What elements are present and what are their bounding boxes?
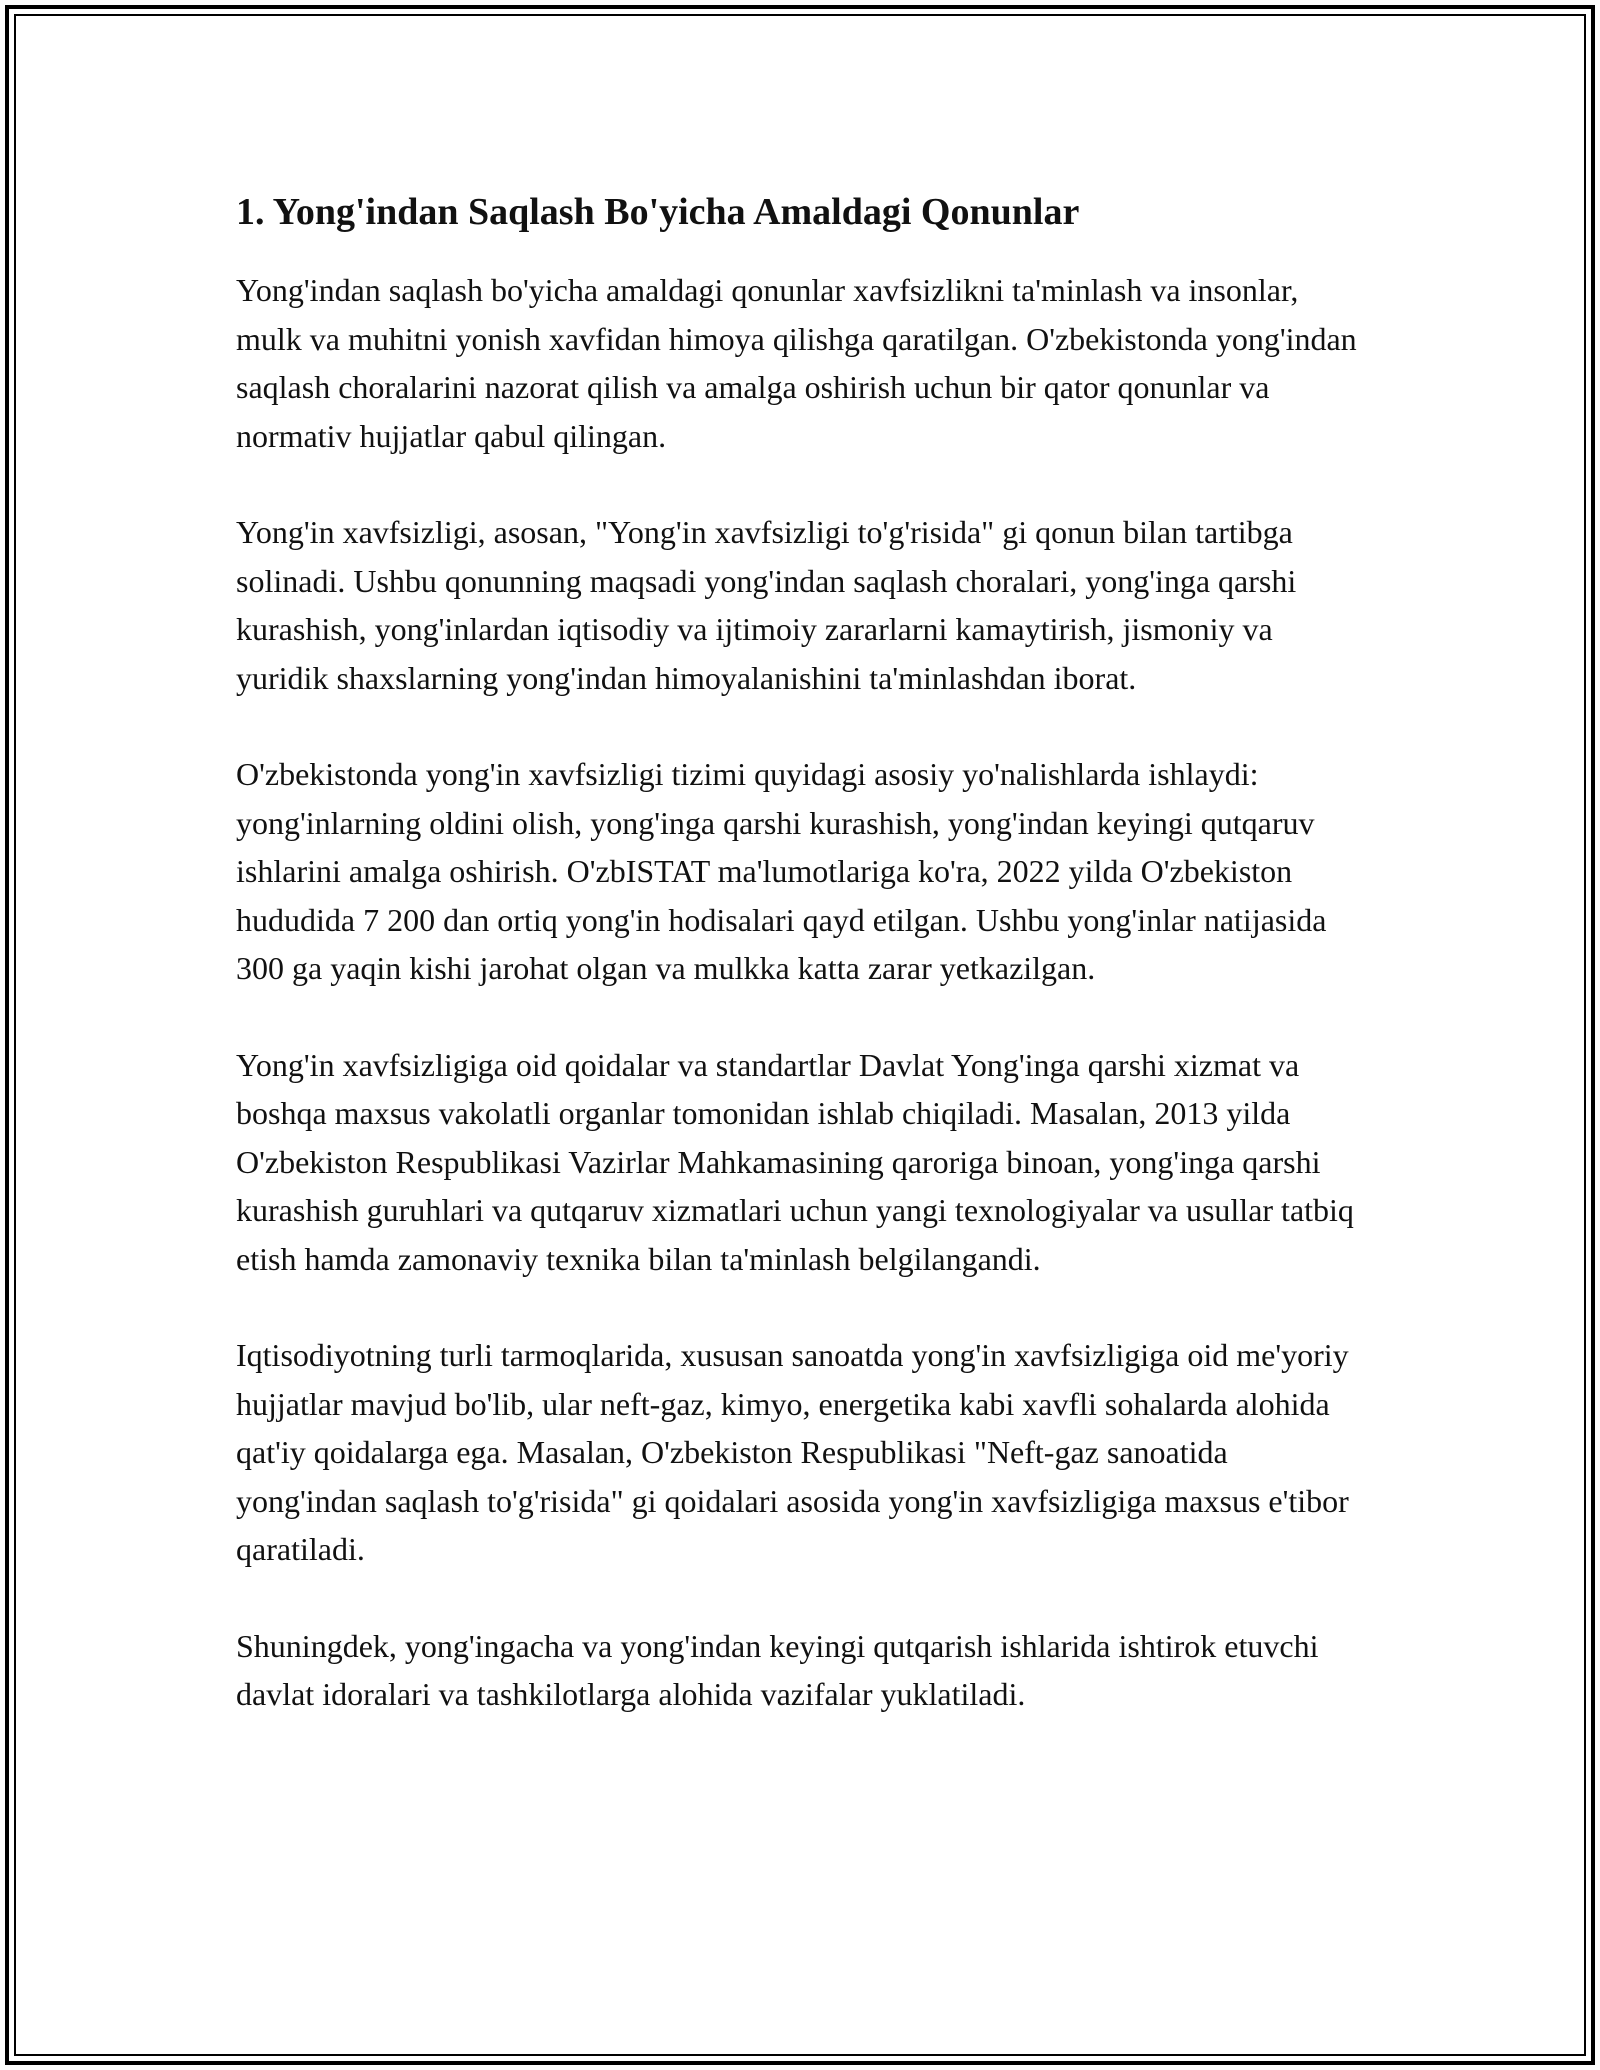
paragraph-1: Yong'indan saqlash bo'yicha amaldagi qonunlar xavfsizlikni ta'minlash va insonlar, mulk va muhitni yonish xavfidan himoya qilishga qaratilgan. O'zbekistonda yong'indan saqlash choralarini nazorat qilish va amalga oshirish uchun bir qator qonunlar va normativ hujjatlar qabul qilingan. xyxy=(236,272,1357,454)
paragraph-6: Shuningdek, yong'ingacha va yong'indan keyingi qutqarish ishlarida ishtirok etuvchi davlat idoralari va tashkilotlarga alohida vazifalar yuklatiladi. xyxy=(236,1627,1319,1712)
paragraph-3: O'zbekistonda yong'in xavfsizligi tizimi quyidagi asosiy yo'nalishlarda ishlaydi: yong'inlarning oldini olish, yong'inga qarshi kurashish, yong'indan keyingi qutqaruv ishlarini amalga oshirish. O'zbISTAT ma'lumotlariga ko'ra, 2022 yilda O'zbekiston hududida 7 200 dan ortiq yong'in hodisalari qayd etilgan. Ushbu yong'inlar natijasida 300 ga yaqin kishi jarohat olgan va mulkka katta zarar yetkazilgan. xyxy=(236,756,1327,986)
section-heading: 1. Yong'indan Saqlash Bo'yicha Amaldagi Qonunlar xyxy=(236,191,1080,233)
paragraph-4: Yong'in xavfsizligiga oid qoidalar va standartlar Davlat Yong'inga qarshi xizmat va boshqa maxsus vakolatli organlar tomonidan ishlab chiqiladi. Masalan, 2013 yilda O'zbekiston Respublikasi Vazirlar Mahkamasining qaroriga binoan, yong'inga qarshi kurashish guruhlari va qutqaruv xizmatlari uchun yangi texnologiyalar va usullar tatbiq etish hamda zamonaviy texnika bilan ta'minlash belgilangandi. xyxy=(236,1046,1354,1277)
document-body xyxy=(236,186,1372,1767)
paragraph-2: Yong'in xavfsizligi, asosan, "Yong'in xavfsizligi to'g'risida" gi qonun bilan tartibga solinadi. Ushbu qonunning maqsadi yong'indan saqlash choralari, yong'inga qarshi kurashish, yong'inlardan iqtisodiy va ijtimoiy zararlarni kamaytirish, jismoniy va yuridik shaxslarning yong'indan himoyalanishini ta'minlashdan iborat. xyxy=(236,514,1297,696)
paragraph-5: Iqtisodiyotning turli tarmoqlarida, xususan sanoatda yong'in xavfsizligiga oid me'yoriy hujjatlar mavjud bo'lib, ular neft-gaz, kimyo, energetika kabi xavfli sohalarda alohida qat'iy qoidalarga ega. Masalan, O'zbekiston Respublikasi "Neft-gaz sanoatida yong'indan saqlash to'g'risida" gi qoidalari asosida yong'in xavfsizligiga maxsus e'tibor qaratiladi. xyxy=(236,1337,1349,1567)
